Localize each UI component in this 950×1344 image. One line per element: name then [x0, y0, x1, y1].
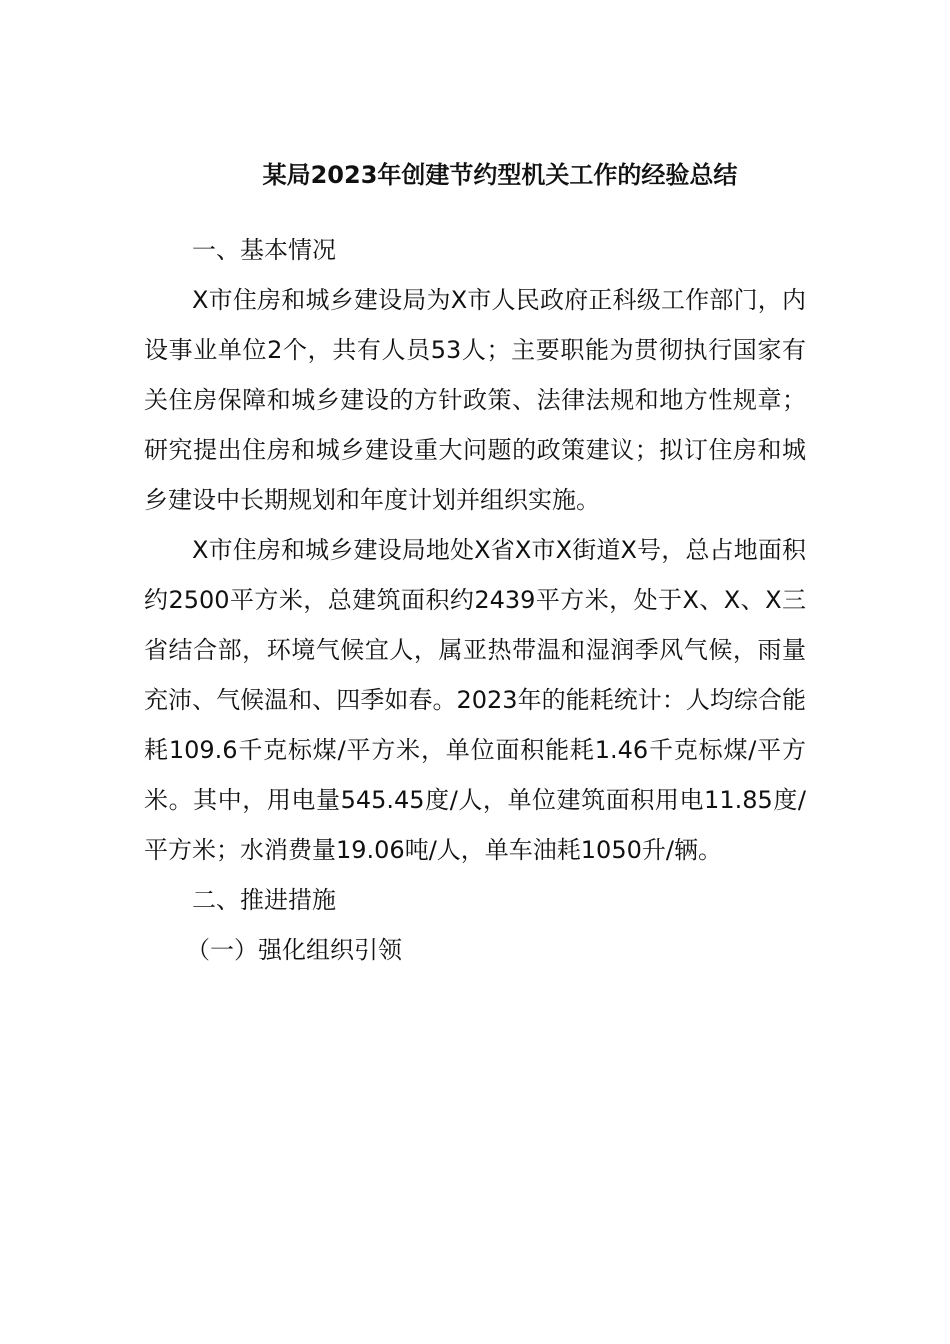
document-title: 某局2023年创建节约型机关工作的经验总结 [262, 161, 738, 189]
paragraph-location-energy: X市住房和城乡建设局地处X省X市X街道X号，总占地面积约2500平方米，总建筑面积约2439平方米，处于X、X、X三省结合部，环境气候宜人，属亚热带温和湿润季风气候，雨量充沛、气候温和、四季如春。2023年的能耗统计：人均综合能耗109.6千克标煤/平方米，单位面积能耗1.46千克标煤/平方米。其中，用电量545.45度/人，单位建筑面积用电11.85度/平方米；水消费量19.06吨/人，单车油耗1050升/辆。 [144, 536, 806, 864]
section-heading-basic-info: 一、基本情况 [192, 236, 336, 264]
document-body [144, 225, 806, 975]
paragraph-bureau-overview: X市住房和城乡建设局为X市人民政府正科级工作部门，内设事业单位2个，共有人员53人；主要职能为贯彻执行国家有关住房保障和城乡建设的方针政策、法律法规和地方性规章；研究提出住房和城乡建设重大问题的政策建议；拟订住房和城乡建设中长期规划和年度计划并组织实施。 [144, 286, 806, 514]
section-heading-measures: 二、推进措施 [192, 886, 336, 914]
subsection-heading-organization: （一）强化组织引领 [186, 936, 402, 964]
